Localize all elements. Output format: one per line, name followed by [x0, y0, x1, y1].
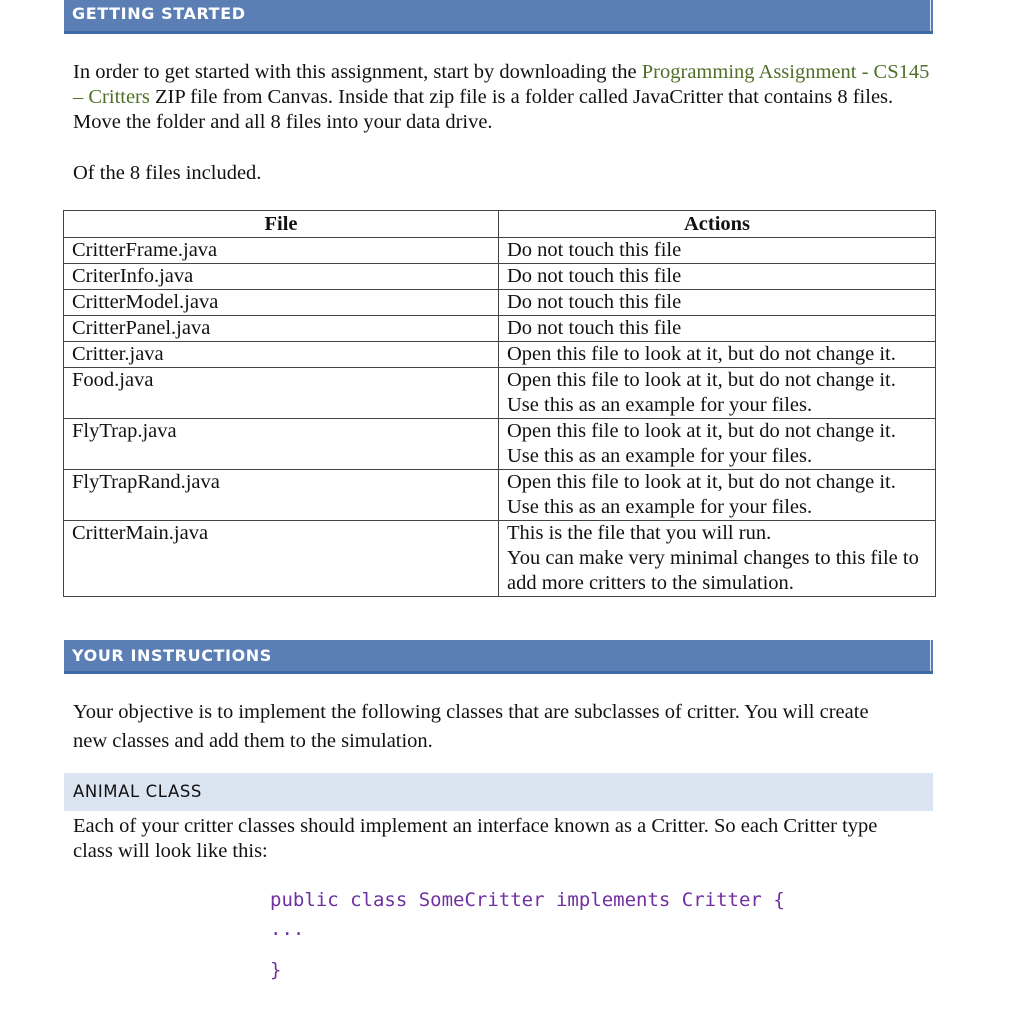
actions-column-header: Actions [499, 211, 936, 238]
file-name-cell: CritterPanel.java [64, 316, 499, 342]
getting-started-header [64, 0, 933, 34]
code-line-closing-brace: } [270, 959, 282, 981]
animal-class-header [64, 773, 933, 811]
intro-text-b: ZIP file from Canvas. Inside that zip file is a folder called JavaCritter that contains 8 files. Move the folder and all 8 files into your data drive. [73, 86, 894, 133]
file-name-cell: Critter.java [64, 342, 499, 368]
code-line-class-declaration: public class SomeCritter implements Critter { [270, 889, 785, 911]
objective-paragraph: Your objective is to implement the following classes that are subclasses of critter. You will create new classes and add them to the simulation. [73, 701, 869, 752]
actions-cell [499, 316, 936, 342]
files-included-text: Of the 8 files included. [73, 162, 262, 184]
actions-cell [499, 470, 936, 521]
table-row [64, 316, 936, 342]
actions-cell [499, 264, 936, 290]
actions-cell [499, 342, 936, 368]
table-row [64, 368, 936, 419]
file-name-cell: CritterMain.java [64, 521, 499, 597]
action-line: Use this as an example for your files. [507, 445, 813, 467]
code-line-ellipsis: ... [270, 918, 305, 940]
table-row [64, 470, 936, 521]
assignment-link[interactable]: Programming Assignment - CS145 – Critters [73, 61, 930, 108]
file-name-cell: FlyTrapRand.java [64, 470, 499, 521]
file-column-header: File [64, 211, 499, 238]
your-instructions-title: YOUR INSTRUCTIONS [72, 646, 272, 665]
actions-cell [499, 238, 936, 264]
actions-cell [499, 419, 936, 470]
action-line: Open this file to look at it, but do not change it. [507, 471, 896, 493]
action-line: Do not touch this file [507, 239, 682, 261]
actions-cell [499, 521, 936, 597]
action-line: Use this as an example for your files. [507, 394, 813, 416]
action-line: Do not touch this file [507, 291, 682, 313]
table-row [64, 521, 936, 597]
action-line: Open this file to look at it, but do not change it. [507, 369, 896, 391]
intro-paragraph [73, 60, 933, 135]
table-row [64, 290, 936, 316]
actions-cell [499, 290, 936, 316]
table-row [64, 419, 936, 470]
file-name-cell: CritterModel.java [64, 290, 499, 316]
action-line: Open this file to look at it, but do not change it. [507, 420, 896, 442]
action-line: You can make very minimal changes to this file to add more critters to the simulation. [507, 547, 919, 594]
files-table [63, 210, 936, 597]
intro-text-a: In order to get started with this assignment, start by downloading the [73, 61, 642, 83]
getting-started-title: GETTING STARTED [72, 4, 246, 23]
action-line: This is the file that you will run. [507, 522, 772, 544]
action-line: Open this file to look at it, but do not change it. [507, 343, 896, 365]
action-line: Do not touch this file [507, 265, 682, 287]
file-name-cell: CriterInfo.java [64, 264, 499, 290]
your-instructions-header [64, 640, 933, 674]
file-name-cell: Food.java [64, 368, 499, 419]
table-header-row [64, 211, 936, 238]
animal-class-paragraph: Each of your critter classes should implement an interface known as a Critter. So each Critter type class will look like this: [73, 815, 878, 862]
file-name-cell: CritterFrame.java [64, 238, 499, 264]
actions-cell [499, 368, 936, 419]
action-line: Do not touch this file [507, 317, 682, 339]
animal-class-title: ANIMAL CLASS [73, 782, 202, 801]
action-line: Use this as an example for your files. [507, 496, 813, 518]
table-row [64, 264, 936, 290]
file-name-cell: FlyTrap.java [64, 419, 499, 470]
table-row [64, 238, 936, 264]
table-row [64, 342, 936, 368]
